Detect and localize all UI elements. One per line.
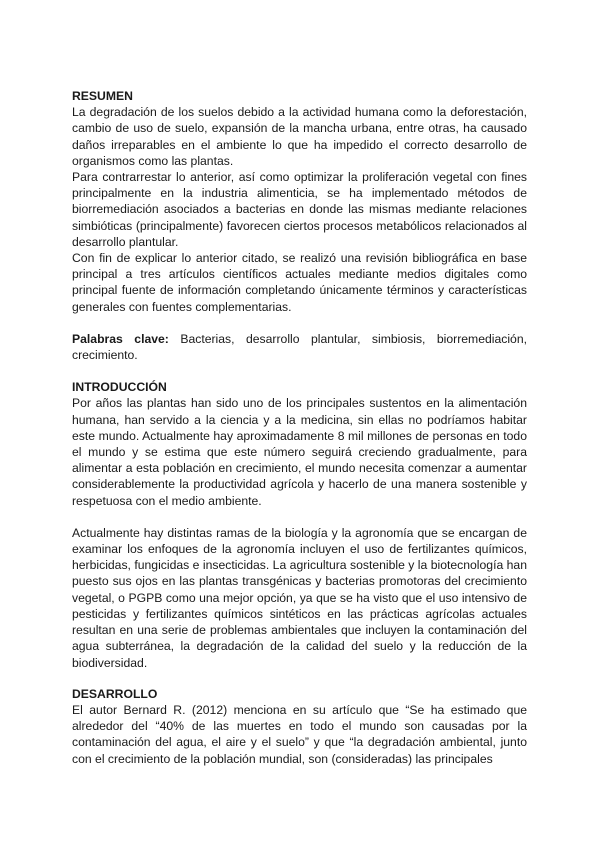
keywords-text: Bacterias, desarrollo plantular, simbiosis, biorremediación, crecimiento. — [72, 331, 527, 363]
section-gap — [72, 671, 527, 686]
resumen-paragraph-1: La degradación de los suelos debido a la actividad humana como la deforestación, cambio de uso de suelo, expansión de la mancha urbana, entre otras, ha causado daños irreparables en el ambiente lo que ha impedido el correcto desarrollo de organismos como las plantas. — [72, 105, 527, 168]
document-page — [72, 88, 527, 767]
paragraph-gap — [72, 509, 527, 525]
introduccion-heading: INTRODUCCIÓN — [72, 380, 167, 395]
desarrollo-paragraph-1: El autor Bernard R. (2012) menciona en su artículo que “Se ha estimado que alrededor del “40% de las muertes en todo el mundo son causadas por la contaminación del agua, el aire y el suelo” y que “la degradación ambiental, junto con el crecimiento de la población mundial, son (consideradas) las principales — [72, 702, 527, 766]
resumen-heading: RESUMEN — [72, 89, 133, 103]
resumen-paragraph-2: Para contrarrestar lo anterior, así como optimizar la proliferación vegetal con fines principalmente en la industria alimenticia, se ha implementado métodos de biorremediación asociados a bacterias en donde las mismas mediante relaciones simbióticas (principalmente) favorecen ciertos procesos metabólicos relacionados al desarrollo plantular. — [72, 170, 527, 249]
introduccion-paragraph-1: Por años las plantas han sido uno de los principales sustentos en la alimentación humana, han servido a la ciencia y a la medicina, sin ellas no podríamos habitar este mundo. Actualmente hay aproximadamente 8 mil millones de personas en todo el mundo y se estima que este número seguirá creciendo gradualmente, para alimentar a esta población en crecimiento, el mundo necesita comenzar a aumentar considerablemente la productividad agrícola y hacerlo de una manera sostenible y respetuosa con el medio ambiente. — [72, 396, 527, 508]
section-gap — [72, 315, 527, 331]
resumen-paragraph-3: Con fin de explicar lo anterior citado, se realizó una revisión bibliográfica en base principal a tres artículos científicos actuales mediante medios digitales como principal fuente de información completando únicamente términos y características generales con fuentes complementarias. — [72, 251, 527, 314]
introduccion-paragraph-2: Actualmente hay distintas ramas de la biología y la agronomía que se encargan de examinar los enfoques de la agronomía incluyen el uso de fertilizantes químicos, herbicidas, fungicidas e insecticidas. La agricultura sostenible y la biotecnología han puesto sus ojos en las plantas transgénicas y bacterias promotoras del crecimiento vegetal, o PGPB como una mejor opción, ya que se ha visto que el uso intensivo de pesticidas y fertilizantes químicos sintéticos en las prácticas agrícolas actuales resultan en una serie de problemas ambientales que incluyen la contaminación del agua subterránea, la degradación de la calidad del suelo y la reducción de la biodiversidad. — [72, 525, 527, 670]
keywords-label: Palabras clave: — [72, 331, 169, 346]
desarrollo-heading: DESARROLLO — [72, 686, 158, 701]
section-gap — [72, 363, 527, 379]
keywords-paragraph — [72, 331, 527, 363]
